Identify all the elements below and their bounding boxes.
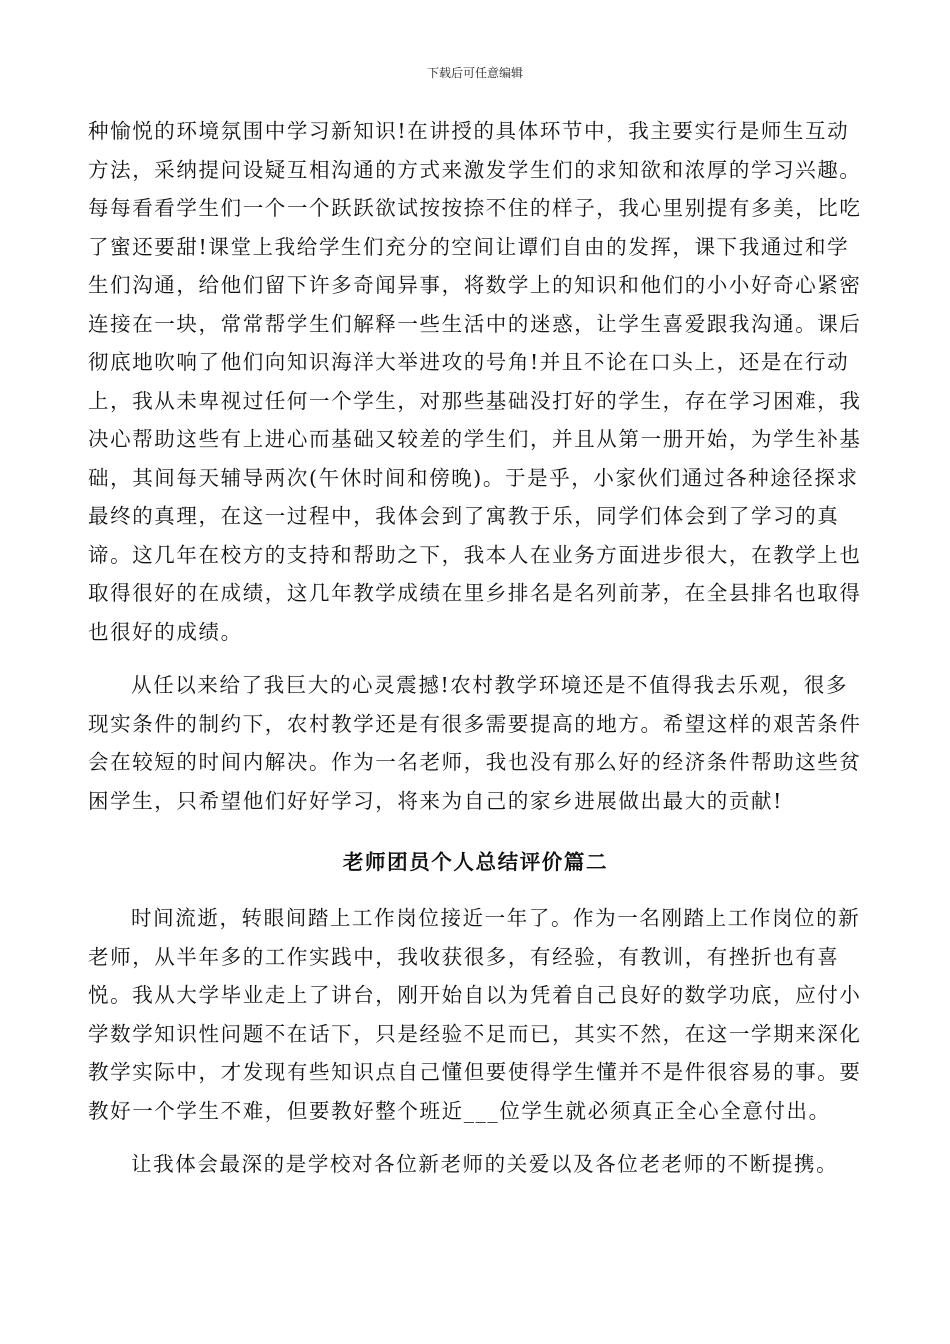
- section-heading: 老师团员个人总结评价篇二: [342, 850, 609, 874]
- paragraph-3: 时间流逝，转眼间踏上工作岗位接近一年了。作为一名刚踏上工作岗位的新老师，从半年多的工作实践中，我收获很多，有经验，有教训，有挫折也有喜悦。我从大学毕业走上了讲台，刚开始自以为凭着自己良好的数学功底，应付小学数学知识性问题不在话下，只是经验不足而已，其实不然，在这一学期来深化教学实际中，才发现有些知识点自己懂但要使得学生懂并不是件很容易的事。要教好一个学生不难，但要教好整个班近___位学生就必须真正全心全意付出。: [88, 906, 862, 1123]
- document-body: [88, 112, 863, 1184]
- paragraph-1: 种愉悦的环境氛围中学习新知识!在讲授的具体环节中，我主要实行是师生互动方法，采纳提问设疑互相沟通的方式来激发学生们的求知欲和浓厚的学习兴趣。每每看看学生们一个一个跃跃欲试按按捺不住的样子，我心里别提有多美，比吃了蜜还要甜!课堂上我给学生们充分的空间让谭们自由的发挥，课下我通过和学生们沟通，给他们留下许多奇闻异事，将数学上的知识和他们的小小好奇心紧密连接在一块，常常帮学生们解释一些生活中的迷惑，让学生喜爱跟我沟通。课后彻底地吹响了他们向知识海洋大举进攻的号角!并且不论在口头上，还是在行动上，我从未卑视过任何一个学生，对那些基础没打好的学生，存在学习困难，我决心帮助这些有上进心而基础又较差的学生们，并且从第一册开始，为学生补基础，其间每天辅导两次(午休时间和傍晚)。于是乎，小家伙们通过各种途径探求最终的真理，在这一过程中，我体会到了寓教于乐，同学们体会到了学习的真谛。这几年在校方的支持和帮助之下，我本人在业务方面进步很大，在教学上也取得很好的在成绩，这几年教学成绩在里乡排名是名列前茅，在全县排名也取得也很好的成绩。: [88, 119, 862, 644]
- paragraph-4: 让我体会最深的是学校对各位新老师的关爱以及各位老老师的不断提携。: [131, 1152, 839, 1176]
- paragraph-2: 从任以来给了我巨大的心灵震撼!农村教学环境还是不值得我去乐观，很多现实条件的制约下，农村教学还是有很多需要提高的地方。希望这样的艰苦条件会在较短的时间内解决。作为一名老师，我也没有那么好的经济条件帮助这些贫困学生，只希望他们好好学习，将来为自己的家乡进展做出最大的贡献!: [88, 673, 862, 813]
- page-header-note: 下载后可任意编辑: [426, 66, 523, 80]
